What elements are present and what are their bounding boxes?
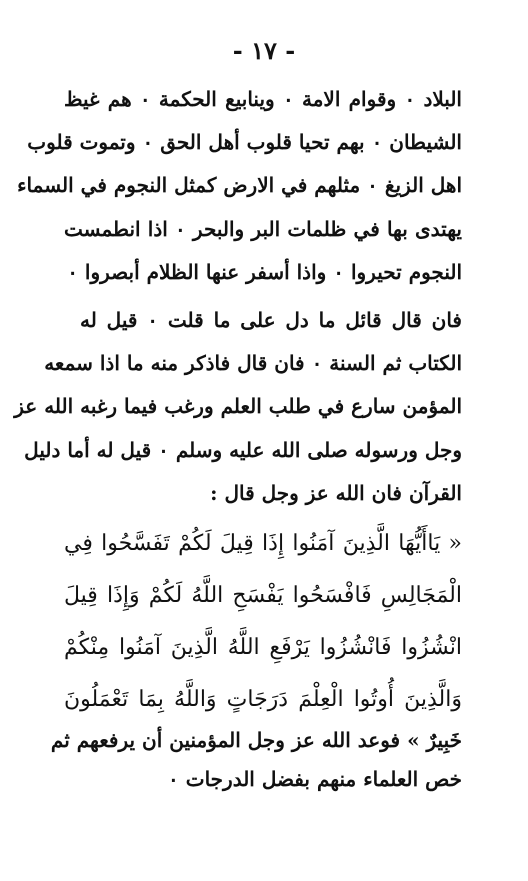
text-line: خَبِيرٌ » فوعد الله عز وجل المؤمنين أن يرفعهم ثم: [50, 728, 462, 752]
text-line: النجوم تحيروا ٠ واذا أسفر عنها الظلام أبصروا ٠: [67, 260, 462, 284]
text-line: خص العلماء منهم بفضل الدرجات ٠: [168, 767, 462, 791]
quran-verse-line: « يَاأَيُّهَا الَّذِينَ آمَنُوا إِذَا قِيلَ لَكُمْ تَفَسَّحُوا فِي: [64, 531, 462, 556]
page-number: - ١٧ -: [232, 36, 296, 65]
text-line: الشيطان ٠ بهم تحيا قلوب أهل الحق ٠ وتموت قلوب: [27, 130, 462, 154]
text-line: المؤمن سارع في طلب العلم ورغب فيما رغبه الله عز: [14, 394, 462, 418]
text-line: اهل الزيغ ٠ مثلهم في الارض كمثل النجوم في السماء: [17, 173, 462, 197]
text-line: الكتاب ثم السنة ٠ فان قال فاذكر منه ما اذا سمعه: [44, 351, 462, 375]
text-line: فان قال قائل ما دل على ما قلت ٠ قيل له: [80, 308, 462, 332]
text-line: البلاد ٠ وقوام الامة ٠ وينابيع الحكمة ٠ هم غيظ: [64, 87, 462, 111]
quran-verse-line: وَالَّذِينَ أُوتُوا الْعِلْمَ دَرَجَاتٍ وَاللَّهُ بِمَا تَعْمَلُونَ: [64, 687, 462, 712]
text-line: وجل ورسوله صلى الله عليه وسلم ٠ قيل له أما دليل: [24, 438, 462, 462]
text-line: القرآن فان الله عز وجل قال :: [210, 481, 462, 505]
quran-verse-line: الْمَجَالِسِ فَافْسَحُوا يَفْسَحِ اللَّهُ لَكُمْ وَإِذَا قِيلَ: [64, 583, 462, 608]
text-line: يهتدى بها في ظلمات البر والبحر ٠ اذا انطمست: [64, 217, 462, 241]
quran-verse-line: انْشُزُوا فَانْشُزُوا يَرْفَعِ اللَّهُ الَّذِينَ آمَنُوا مِنْكُمْ: [64, 635, 462, 660]
